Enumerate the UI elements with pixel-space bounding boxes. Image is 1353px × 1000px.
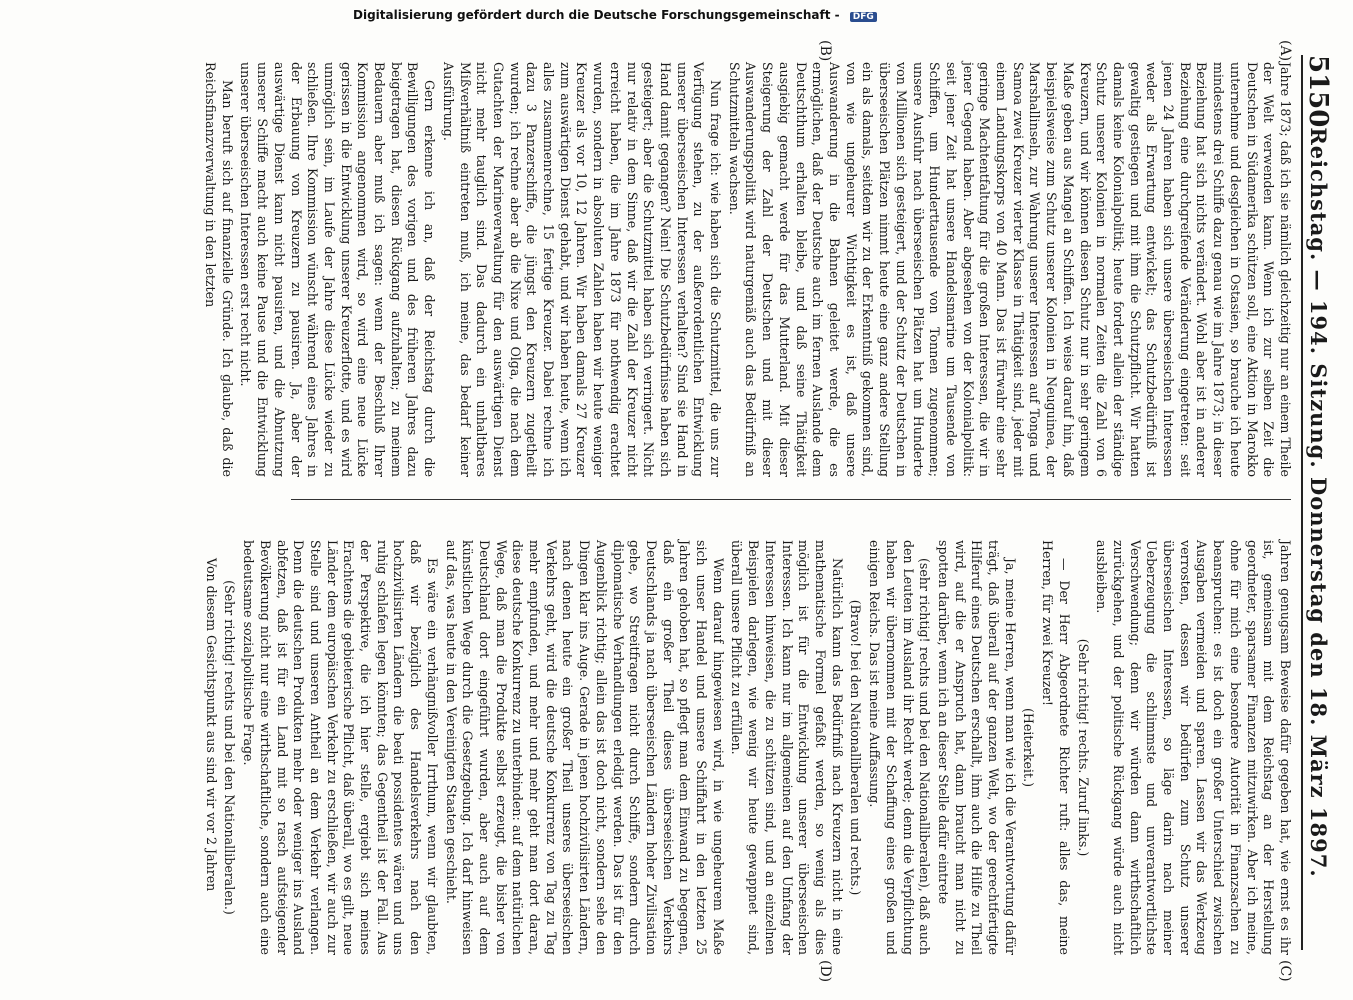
interjection: (Bravo! bei den Nationalliberalen und rechts.) — [848, 599, 864, 896]
margin-mark-c: (C) — [1277, 960, 1293, 982]
paragraph: (sehr richtig! rechts und bei den Nationalliberalen), daß auch den Leuten im Ausland ihr Recht werde; denn die Verpflichtung haben wir übernommen mit der Schaffung eines großen und einigen Reichs. Das ist meine Auffassung. — [867, 540, 933, 955]
paragraph: Jahren genugsam Beweise dafür gegeben hat, wie ernst es ihr ist, gemeinsam mit dem Reichstag an der Herstellung geordneter, sparsamer Finanzen mitzuwirken. Aber ich meine, ohne für mich eine besondere Autorität in Finanzsachen zu beanspruchen: es ist doch ein großer Unterschied zwischen Ausgaben vermeiden und sparen. Lassen wir das Werkzeug verrosten, dessen wir bedürfen zum Schutz unserer überseeischen Interessen, so läge darin nach meiner Ueberzeugung die schlimmste und unverantwortlichste Verschwendung; denn wir würden dann wirthschaftlich zurückgehen, und der politische Rückgang würde auch nicht ausbleiben. — [1094, 540, 1293, 955]
paragraph: Nun frage ich: wie haben sich die Schutzmittel, die uns zur Verfügung stehen, zu der außerordentlichen Entwicklung unserer überseeischen Interessen verhalten? Sind sie Hand in Hand damit gegangen? Nein! Die Schutzbedürfnisse haben sich gesteigert; aber die Schutzmittel haben sich verringert. Nicht nur relativ in dem Sinne, daß wir die Zahl der Kreuzer nicht erreicht haben, die im Jahre 1873 für nothwendig erachtet wurden, sondern in absoluten Zahlen haben wir heute weniger Kreuzer als vor 10, 12 Jahren. Wir haben damals 27 Kreuzer zum auswärtigen Dienst gehabt, und wir haben heute, wenn ich alles zusammenrechne, 15 fertige Kreuzer. Dabei rechne ich dazu 3 Panzerschiffe, die jüngst den Kreuzern zugetheilt wurden; ich rechne aber ab die Nixe und Olga, die nach dem Gutachten der Marineverwaltung für den auswärtigen Dienst nicht mehr tauglich sind. Das dadurch ein unhaltbares Mißverhältniß eintreten muß, ich meine, das bedarf keiner Ausführung. — [440, 62, 724, 477]
page-header — [1301, 55, 1337, 950]
interjection: (Sehr richtig! rechts. Zuruf links.) — [1075, 638, 1091, 857]
paragraph: Es wäre ein verhängnißvoller Irrthum, wenn wir glaubten, daß wir bezüglich des Handelsverkehrs nach den hochzivilisirten Ländern die beati possidentes wären und uns ruhig schlafen legen könnten; das Gegentheil ist der Fall. Aus der Perspektive, die ich hier stelle, ergiebt sich meines Erachtens die gebieterische Pflicht, daß überall, wo es gilt, neue Länder dem europäischen Verkehr zu erschließen, wir auch zur Stelle sind und unseren Antheil an dem Verkehr verlangen. Denn die deutschen Produkten mehr oder weniger ins Ausland abfetzen, daß ist für ein Land mit so rasch aufsteigender Bevölkerung nicht nur eine wirthschaftliche, sondern auch eine bedeutsame sozialpolitische Frage. — [241, 540, 440, 955]
page-number: 5150 — [1303, 55, 1333, 128]
paragraph: Wenn darauf hingewiesen wird, in wie ungeheurem Maße sich unser Handel und unsere Schiffahrt in den letzten 25 Jahren gehoben hat, so pflegt man dem Einwand zu begegnen, daß ein großer Theil dieses überseeischen Verkehrs Deutschlands ja nach überseeischen Ländern hoher Zivilisation gehe, wo Streitfragen nicht durch Schiffe, sondern durch diplomatische Verhandlungen erledigt werden. Das ist für den Augenblick richtig; allein das ist doch nicht, sondern sehe den Dingen klar ins Auge. Gerade in jenen hochzivilisirten Ländern, nach denen heute ein großer Theil unseres überseeischen Verkehrs geht, wird die deutsche Konkurrenz von Tag zu Tag mehr empfunden, und mehr und mehr geht man dort daran, diese deutsche Konkurrenz zu unterbinden: auf dem natürlichen Wege, daß man die Produkte selbst erzeugt, die bisher von Deutschland dort eingeführt wurden, aber auch auf dem künstlichen Wege durch die Gesetzgebung. Ich darf hinweisen auf das, was heute in den Vereinigten Staaten geschieht. — [443, 540, 726, 955]
interjection: (Sehr richtig! rechts und bei den Nationalliberalen.) — [222, 580, 238, 915]
paragraph: Natürlich kann das Bedürfniß nach Kreuzern nicht in eine mathematische Formel gefaßt werden, so wenig als dies möglich ist für die Entwicklung unserer überseeischen Interessen. Ich kann nur im allgemeinen auf den Umfang der Interessen hinweisen, die zu schützen sind, und an einzelnen Beispielen darlegen, wie wenig wir heute gewappnet sind, überall unsere Pflicht zu erfüllen. — [729, 540, 845, 955]
paragraph: Ja, meine Herren, wenn man wie ich die Verantwortung dafür trägt, daß überall auf der ganzen Welt, wo der gerechtfertigte Hilferuf eines Deutschen erschallt, ihm auch die Hilfe zu Theil wird, auf die er Anspruch hat, dann braucht man nicht zu spotten darüber, wenn ich an dieser Stelle dafür eintrete — [935, 540, 1018, 955]
column-divider — [291, 499, 1291, 500]
paragraph: Jahre 1873; daß ich sie nämlich gleichzeitig nur an einem Theile der Welt verwenden kann. Wenn ich zur selben Zeit die Deutschen in Südamerika schützen soll, eine Aktion in Marokko unternehme und desgleichen in Ostasien, so brauche ich heute mindestens drei Schiffe dazu genau wie im Jahre 1873; in dieser Beziehung hat sich nichts verändert. Wohl aber ist in anderer Beziehung eine durchgreifende Veränderung eingetreten: seit jenen 24 Jahren haben sich unsere überseeischen Interessen weder als Erwartung entwickelt; das Schutzbedürfniß ist gewaltig gestiegen und mit ihm die Schutzpflicht. Wir hatten damals keine Kolonialpolitik; heute fordert allein der ständige Schutz unserer Kolonien in normalen Zeiten die Zahl von 6 Kreuzern, und wir können diesen Schutz nur in sehr geringem Maße geben aus Mangel an Schiffen. Ich weise darauf hin, daß beispielsweise zum Schutz unserer Kolonien in Neuguinea, der Marshallinseln, zur Wahrung unserer Interessen auf Tonga und Samoa zwei Kreuzer vierter Klasse in Thätigkeit sind, jeder mit einem Landungskorps von 40 Mann. Das ist fürwahr eine sehr geringe Machtentfaltung für die großen Interessen, die wir in jener Gegend haben. Aber abgesehen von der Kolonialpolitik: seit jener Zeit hat unsere Handelsmarine um Tausende von Schiffen, um Hunderttausende von Tonnen zugenommen; unsere Ausfuhr nach überseeischen Plätzen hat um Hunderte von Millionen sich gesteigert, und der Schutz der Deutschen in überseeischen Plätzen nimmt heute eine ganz andere Stellung ein als damals, seitdem wir zu der Erkenntniß gekommen sind, von wie ungeheurer Wichtigkeit es ist, daß unsere Auswanderung in die Bahnen geleitet werde, die es ermöglichen, daß der Deutsche auch im fernen Auslande dem Deutschthum erhalten bleibe, und daß seine Thätigkeit ausgiebig gemacht werde für das Mutterland. Mit dieser Steigerung der Zahl der Deutschen und mit dieser Auswanderungspolitik wird naturgemäß auch das Bedürfniß an Schutzmitteln wachsen. — [726, 62, 1293, 477]
paragraph: Von diesem Gesichtspunkt aus sind wir vor 2 Jahren — [203, 558, 219, 892]
margin-mark-d: (D) — [817, 960, 833, 983]
paragraph: Man beruft sich auf finanzielle Gründe. Ich glaube, daß die Reichsfinanzverwaltung in den letzten — [203, 62, 235, 477]
interjection: (Heiterkeit.) — [1021, 708, 1037, 787]
digitization-credit — [353, 8, 1343, 24]
dfg-logo: DFG — [850, 12, 877, 22]
page-title: Reichstag. — 194. Sitzung. Donnerstag den 18. März 1897. — [1306, 127, 1331, 878]
paragraph: Gern erkenne ich an, daß der Reichstag durch die Bewilligungen des vorigen und des früheren Jahres dazu beigetragen hat, diesen Rückgang aufzuhalten; zu meinem Bedauern aber muß ich sagen: wenn der Beschluß Ihrer Kommission angenommen wird, so wird eine neue Lücke gerissen in die Entwicklung unserer Kreuzerflotte, und es wird unmöglich sein, im Laufe der Jahre diese Lücke wieder zu schließen. Ihre Kommission wünscht während eines Jahres in der Erbauung von Kreuzern zu pausiren. Ja, aber der auswärtige Dienst kann nicht pausiren, und die Abnutzung unserer Schiffe macht auch keine Pause und die Entwicklung unserer überseeischen Interessen erst recht nicht. — [238, 62, 438, 477]
paragraph: — Der Herr Abgeordnete Richter ruft: alles das, meine Herren, für zwei Kreuzer! — [1040, 540, 1072, 955]
margin-mark-a: (A) — [1277, 40, 1293, 62]
margin-mark-b: (B) — [817, 40, 833, 62]
credit-text: Digitalisierung gefördert durch die Deutsche Forschungsgemeinschaft - — [353, 8, 840, 22]
right-column — [200, 540, 1293, 955]
left-column — [199, 62, 1293, 477]
